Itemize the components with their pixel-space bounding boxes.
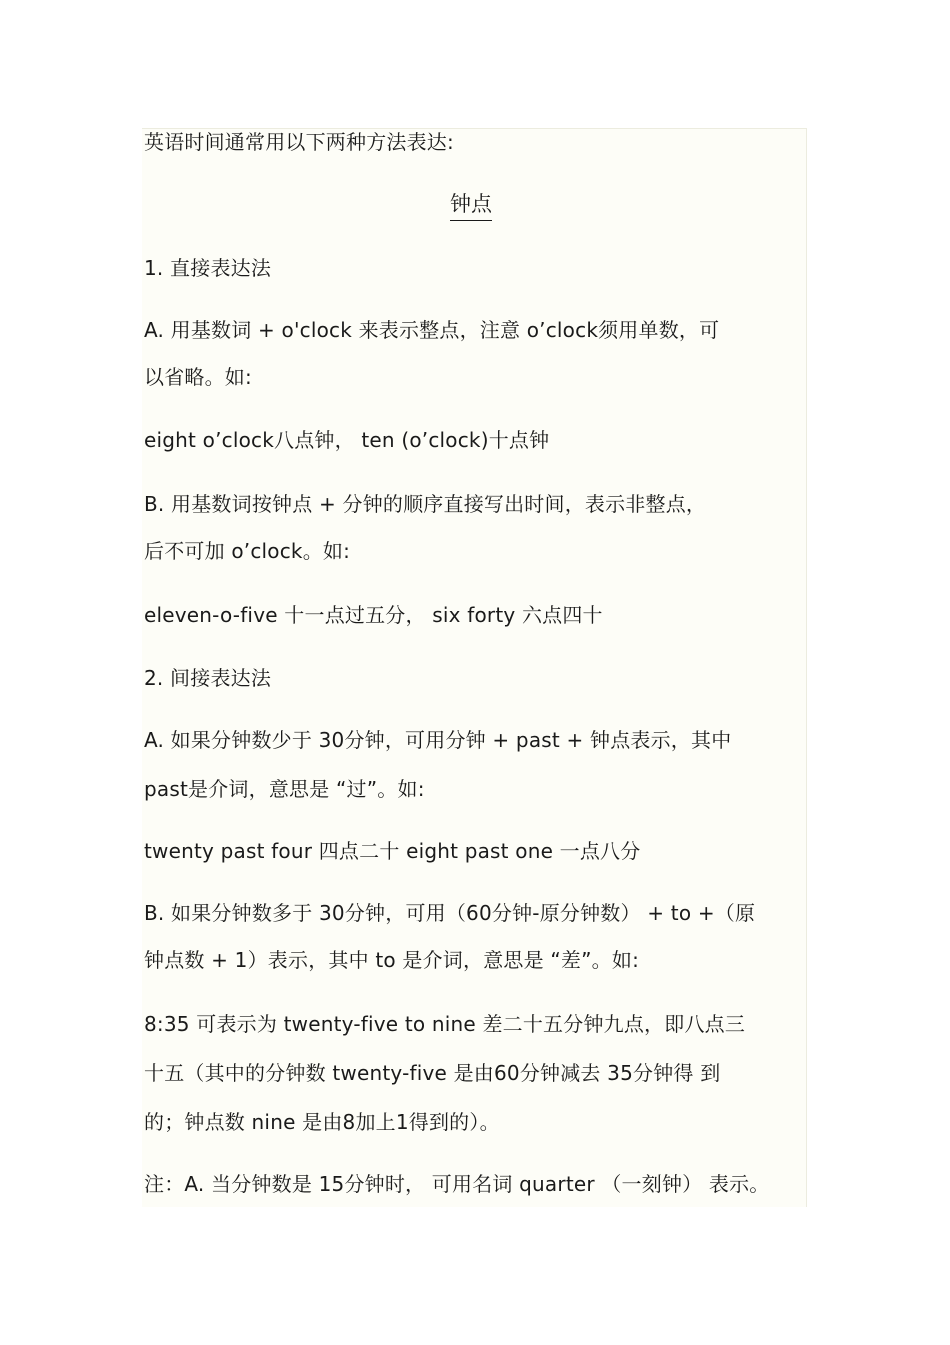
paragraph-line: 以省略。如: bbox=[144, 365, 252, 389]
paragraph-line: B. 如果分钟数多于 30分钟，可用（60分钟-原分钟数） + to +（原 bbox=[144, 901, 756, 925]
example-line: twenty past four 四点二十 eight past one 一点八分 bbox=[144, 839, 641, 863]
note-line: 注：A. 当分钟数是 15分钟时， 可用名词 quarter （一刻钟） 表示。 bbox=[144, 1172, 770, 1196]
paragraph-line: 钟点数 + 1）表示，其中 to 是介词，意思是 “差”。如: bbox=[144, 948, 640, 972]
intro-line: 英语时间通常用以下两种方法表达: bbox=[144, 130, 454, 154]
example-line: 的；钟点数 nine 是由8加上1得到的）。 bbox=[144, 1110, 500, 1134]
paragraph-line: past是介词，意思是 “过”。如: bbox=[144, 777, 425, 801]
document-title: 钟点 bbox=[450, 190, 492, 221]
example-line: 8:35 可表示为 twenty-five to nine 差二十五分钟九点，即八点三 bbox=[144, 1012, 746, 1036]
example-line: eight o’clock八点钟， ten (o’clock)十点钟 bbox=[144, 428, 550, 452]
section-1-heading: 1. 直接表达法 bbox=[144, 256, 272, 280]
paragraph-line: A. 用基数词 + o'clock 来表示整点，注意 o’clock须用单数，可 bbox=[144, 318, 720, 342]
example-line: eleven-o-five 十一点过五分， six forty 六点四十 bbox=[144, 603, 603, 627]
paragraph-line: 后不可加 o’clock。如: bbox=[144, 539, 351, 563]
example-line: 十五（其中的分钟数 twenty-five 是由60分钟减去 35分钟得 到 bbox=[144, 1061, 721, 1085]
paragraph-line: B. 用基数词按钟点 + 分钟的顺序直接写出时间，表示非整点， bbox=[144, 492, 707, 516]
section-2-heading: 2. 间接表达法 bbox=[144, 666, 272, 690]
paragraph-line: A. 如果分钟数少于 30分钟，可用分钟 + past + 钟点表示，其中 bbox=[144, 728, 732, 752]
